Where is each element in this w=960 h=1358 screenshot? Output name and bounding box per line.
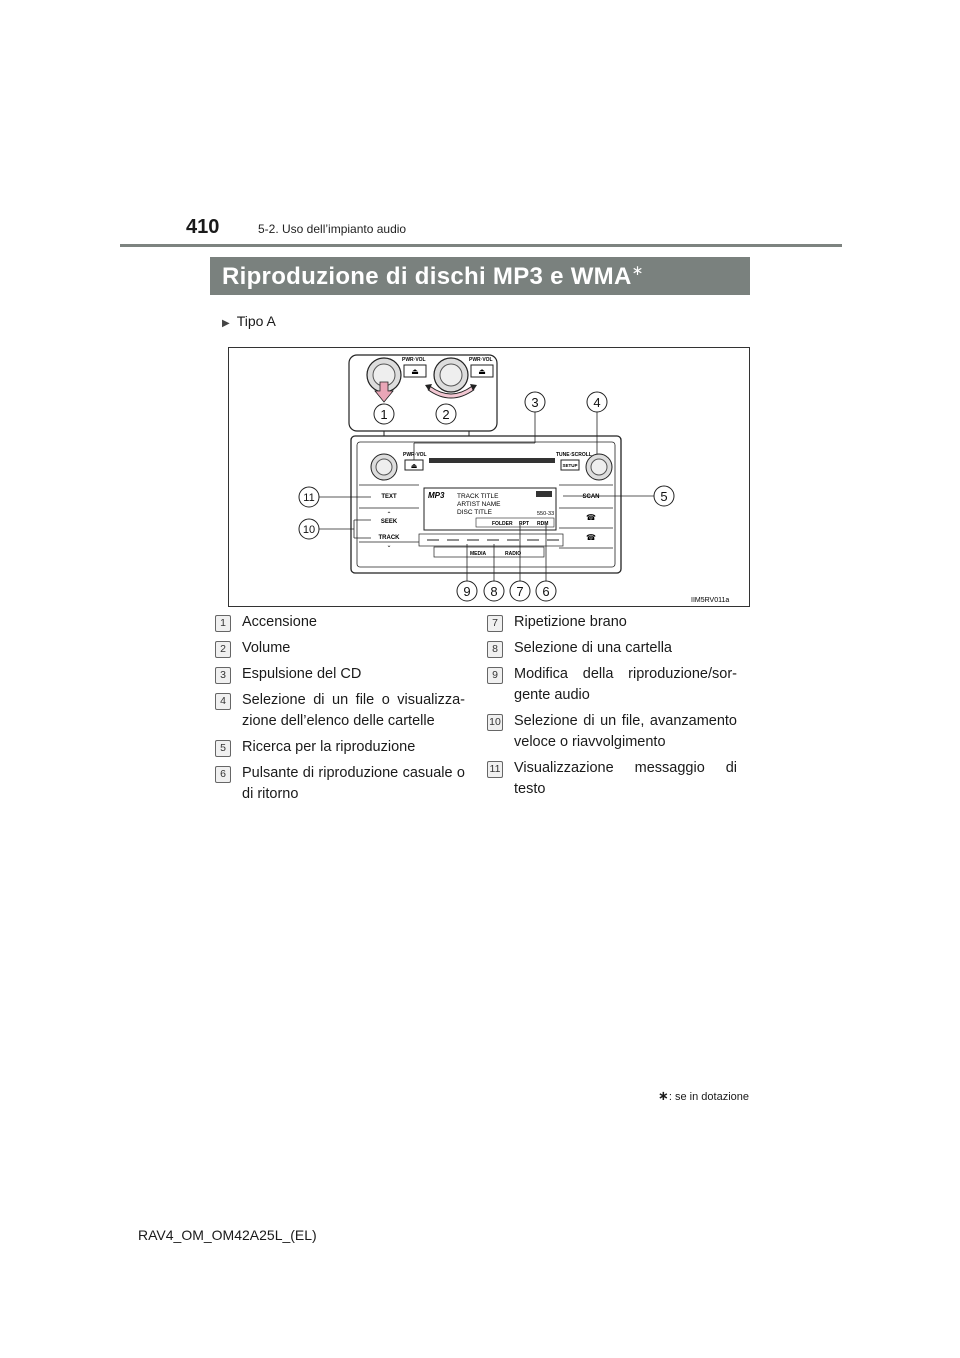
svg-text:4: 4 bbox=[593, 395, 601, 410]
legend-item: 4 Selezione di un file o visualizza-zione dell’elenco delle cartelle bbox=[215, 690, 465, 732]
display-disc-title: DISC TITLE bbox=[457, 509, 492, 516]
figure-code: IIM5RV011a bbox=[691, 597, 730, 604]
section-title-bar bbox=[210, 257, 750, 295]
legend-item: 1 Accensione bbox=[215, 612, 465, 633]
svg-text:⌃: ⌃ bbox=[386, 512, 392, 518]
tune-scroll-label: TUNE·SCROLL bbox=[556, 452, 592, 458]
scan-button: SCAN bbox=[582, 494, 600, 500]
audio-panel-illustration bbox=[229, 348, 749, 606]
phone-pickup-icon: ☎ bbox=[586, 513, 596, 522]
display-mode: MP3 bbox=[428, 491, 445, 500]
phone-hangup-icon: ☎ bbox=[586, 533, 596, 542]
media-button: MEDIA bbox=[470, 551, 487, 557]
legend-item: 9 Modifica della riproduzione/sor-gente audio bbox=[487, 664, 737, 706]
document-code: RAV4_OM_OM42A25L_(EL) bbox=[138, 1227, 317, 1243]
svg-text:2: 2 bbox=[442, 407, 450, 422]
legend-left-column bbox=[215, 612, 465, 810]
legend-item: 6 Pulsante di riproduzione casuale o di ritorno bbox=[215, 763, 465, 805]
header-divider bbox=[120, 244, 842, 247]
svg-text:1: 1 bbox=[380, 407, 388, 422]
track-button: TRACK bbox=[378, 535, 400, 541]
rpt-softkey: RPT bbox=[519, 521, 529, 527]
svg-text:8: 8 bbox=[490, 584, 498, 599]
audio-panel-figure bbox=[228, 347, 750, 607]
setup-label: SETUP bbox=[562, 463, 578, 468]
pwr-vol-label: PWR·VOL bbox=[403, 452, 427, 458]
legend-item: 5 Ricerca per la riproduzione bbox=[215, 737, 465, 758]
display-track-title: TRACK TITLE bbox=[457, 493, 499, 500]
cd-slot bbox=[429, 458, 555, 463]
section-title: Riproduzione di dischi MP3 e WMA bbox=[222, 263, 632, 290]
legend-item: 7 Ripetizione brano bbox=[487, 612, 737, 633]
page-number: 410 bbox=[186, 216, 220, 238]
legend-right-column bbox=[487, 612, 737, 805]
legend-item: 2 Volume bbox=[215, 638, 465, 659]
triangle-bullet-icon: ▶ bbox=[222, 318, 230, 329]
display-time: 550-33 bbox=[537, 511, 555, 517]
optional-asterisk: ∗ bbox=[631, 262, 644, 278]
svg-text:10: 10 bbox=[302, 524, 316, 536]
variant-label-text: Tipo A bbox=[236, 313, 276, 329]
radio-button: RADIO bbox=[505, 551, 522, 557]
svg-text:⏏: ⏏ bbox=[410, 463, 418, 470]
legend-item: 11 Visualizzazione messaggio di testo bbox=[487, 758, 737, 800]
footnote-asterisk: ∗ bbox=[657, 1088, 669, 1103]
svg-text:⌄: ⌄ bbox=[386, 543, 392, 549]
svg-text:11: 11 bbox=[303, 492, 315, 504]
legend-item: 8 Selezione di una cartella bbox=[487, 638, 737, 659]
pwr-vol-label-zoom: PWR·VOL bbox=[402, 357, 426, 363]
section-breadcrumb: 5-2. Uso dell’impianto audio bbox=[258, 222, 407, 236]
text-button: TEXT bbox=[381, 494, 397, 500]
svg-text:⏏: ⏏ bbox=[478, 367, 486, 376]
svg-text:5: 5 bbox=[660, 489, 668, 504]
svg-text:3: 3 bbox=[531, 395, 539, 410]
variant-label bbox=[222, 313, 276, 329]
legend-item: 3 Espulsione del CD bbox=[215, 664, 465, 685]
svg-text:6: 6 bbox=[542, 584, 550, 599]
footnote bbox=[658, 1088, 749, 1104]
folder-softkey: FOLDER bbox=[492, 521, 513, 527]
seek-button: SEEK bbox=[380, 519, 398, 525]
svg-text:7: 7 bbox=[516, 584, 524, 599]
pwr-vol-label-zoom-2: PWR·VOL bbox=[469, 357, 493, 363]
eject-icon: ⏏ bbox=[411, 367, 419, 376]
display-artist-name: ARTIST NAME bbox=[457, 501, 501, 508]
svg-text:9: 9 bbox=[463, 584, 471, 599]
legend-item: 10 Selezione di un file, avanzamento veloce o riavvolgimento bbox=[487, 711, 737, 753]
footnote-text: : se in dotazione bbox=[668, 1091, 749, 1103]
rdm-softkey: RDM bbox=[537, 521, 549, 527]
